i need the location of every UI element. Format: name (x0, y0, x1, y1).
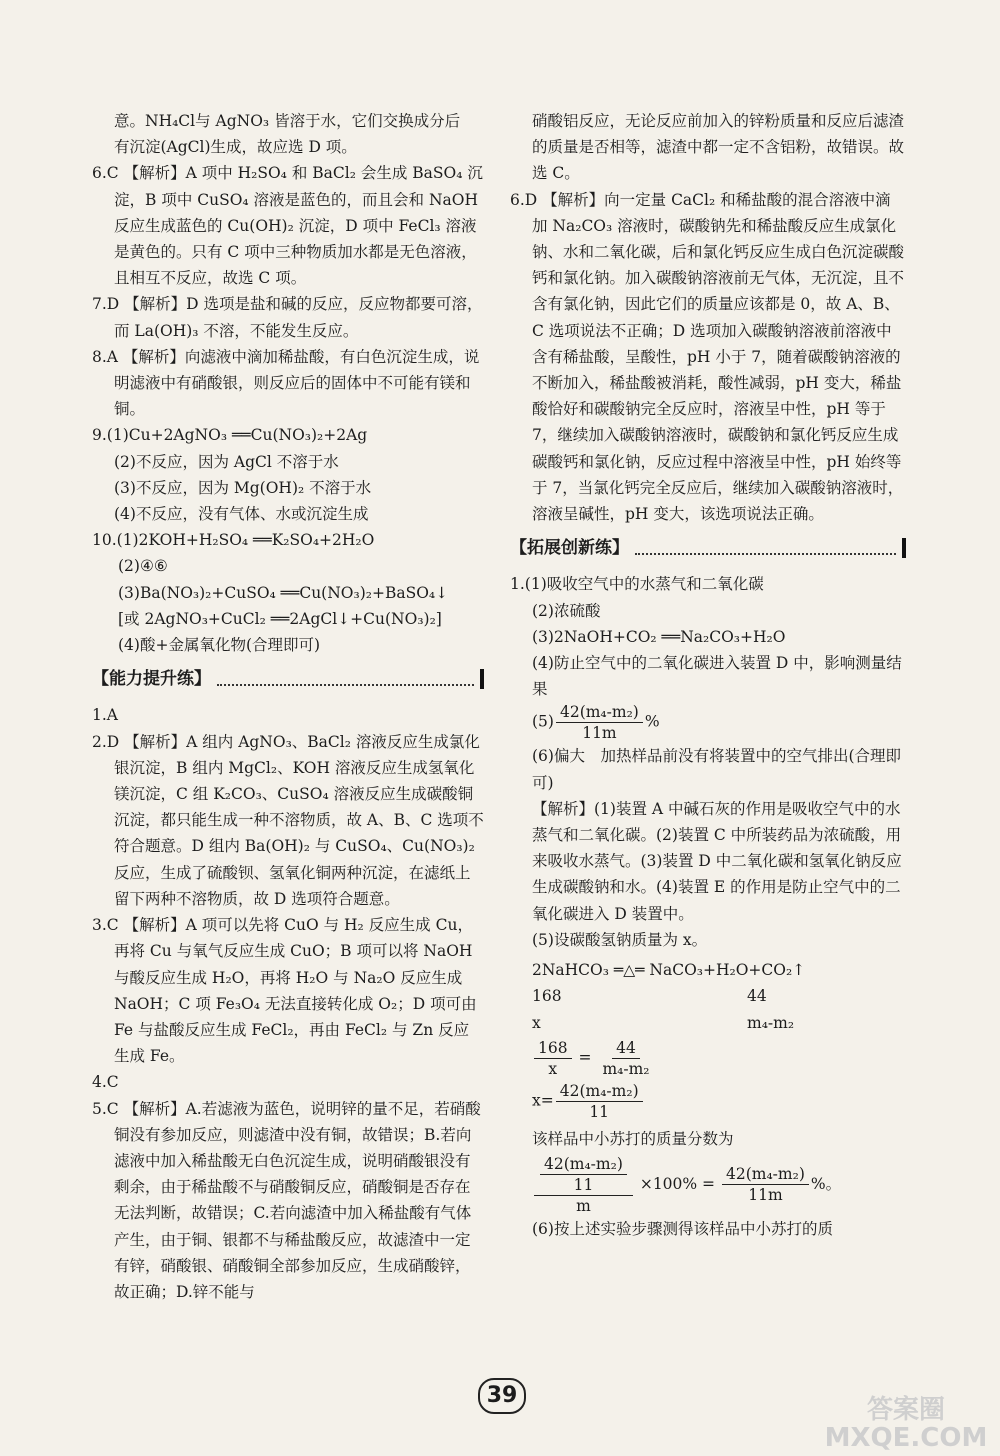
text-line: 意。NH₄Cl与 AgNO₃ 皆溶于水，它们交换成分后 (114, 112, 461, 130)
answer-10-1: 10.(1)2KOH+H₂SO₄ ══K₂SO₄+2H₂O (92, 531, 375, 550)
answer-6-right: 6.D 【解析】向一定量 CaCl₂ 和稀盐酸的混合溶液中滴加 Na₂CO₃ 溶液时，碳酸钠先和稀盐酸反应生成氯化钠、水和二氧化碳，后和氯化钙反应生成白色沉淀碳酸钙和氯化钠。加入碳酸钠溶液前无气体，无沉淀，且不含有氯化钠，因此它们的质量应该都是 0，故 A、B、C 选项说法不正确；D 选项加入碳酸钠溶液前溶液中含有稀盐酸，呈酸性，pH 小于 7，随着碳酸钠溶液的不断加入，稀盐酸被消耗，酸性减弱，pH 变大，稀盐酸恰好和碳酸钠完全反应时，溶液呈中性，pH 等于 7，继续加入碳酸钠溶液时，碳酸钠和氯化钙反应生成碳酸钙和氯化钠，反应过程中溶液呈中性，pH 始终等于 7，当氯化钙完全反应后，继续加入碳酸钠溶液时，溶液呈碱性，pH 变大，该选项说法正确。 (510, 190, 905, 524)
answer-7: 7.D 【解析】D 选项是盐和碱的反应，反应物都要可溶，而 La(OH)₃ 不溶，不能发生反应。 (92, 295, 483, 340)
ext-1-4: (4)防止空气中的二氧化碳进入装置 D 中，影响测量结果 (532, 654, 902, 699)
answer-9-2: (2)不反应，因为 AgCl 不溶于水 (114, 452, 339, 471)
section-heading-ability (92, 666, 484, 692)
ext-1-2: (2)浓硫酸 (532, 601, 601, 620)
dotted-rule (635, 541, 896, 555)
answer-10-4: (4)酸+金属氧化物(合理即可) (118, 636, 321, 655)
mass-fraction-formula: $\frac{\frac{\text{42(m₄-m₂)}}{11}}{m}$ ×100% = $\frac{\text{42(m₄-m₂)}}{11m}$ %。 (510, 1154, 906, 1216)
equation: 2NaHCO₃ ═△═ NaCO₃+H₂O+CO₂↑ (532, 961, 806, 980)
answer-10-2: (2)④⑥ (118, 557, 168, 576)
equation-masses: 168 44 (532, 987, 767, 1006)
ability-5: 5.C 【解析】A.若滤液为蓝色，说明锌的量不足，若硝酸铜没有参加反应，则滤渣中没有铜，故错误；B.若向滤液中加入稀盐酸无白色沉淀生成，说明硝酸银没有剩余，由于稀盐酸不与硝酸铜反应，硝酸铜是否存在无法判断，故错误；C.若向滤渣中加入稀盐酸有气体产生，由于铜、银都不与稀盐酸反应，故滤渣中一定有锌，硝酸银、硝酸铜全部参加反应，生成硝酸锌，故正确；D.锌不能与 (92, 1099, 481, 1301)
ability-3: 3.C 【解析】A 项可以先将 CuO 与 H₂ 反应生成 Cu，再将 Cu 与氧气反应生成 CuO；B 项可以将 NaOH 与酸反应生成 H₂O，再将 H₂O 与 Na₂O 反应生成 NaOH；C 项 Fe₃O₄ 无法直接转化成 O₂；D 项可由 Fe 与盐酸反应生成 FeCl₂，再由 FeCl₂ 与 Zn 反应生成 Fe。 (92, 916, 477, 1066)
ext-1-6: (6)偏大 加热样品前没有将装置中的空气排出(合理即可) (532, 747, 902, 792)
ext-analysis: 【解析】(1)装置 A 中碱石灰的作用是吸收空气中的水蒸气和二氧化碳。(2)装置 C 中所装药品为浓硫酸，用来吸收水蒸气。(3)装置 D 中二氧化碳和氢氧化钠反应生成碳酸钠和水。(4)装置 E 的作用是防止空气中的二氧化碳进入 D 装置中。 (532, 799, 902, 923)
ext-step-5: (5)设碳酸氢钠质量为 x。 (532, 930, 708, 949)
answer-9-3: (3)不反应，因为 Mg(OH)₂ 不溶于水 (114, 478, 372, 497)
ext-1-5: (5) $\frac{\text{42(m₄-m₂)}}{11m}$ % (532, 703, 660, 743)
text-line: 硝酸铝反应，无论反应前加入的锌粉质量和反应后滤渣的质量是否相等，滤渣中都一定不含铝粉，故错误。故选 C。 (532, 112, 905, 183)
answer-8: 8.A 【解析】向滤液中滴加稀盐酸，有白色沉淀生成，说明滤液中有硝酸银，则反应后的固体中不可能有镁和铜。 (92, 347, 480, 419)
section-title: 【拓展创新练】 (510, 538, 629, 559)
ext-1-3: (3)2NaOH+CO₂ ══Na₂CO₃+H₂O (532, 627, 786, 646)
proportion: $\frac{168}{x}$ = $\frac{44}{\text{m₄-m₂}}$ (510, 1038, 906, 1079)
ext-1-1: 1.(1)吸收空气中的水蒸气和二氧化碳 (510, 575, 764, 594)
left-column (92, 108, 484, 1305)
section-bar (480, 669, 484, 689)
ability-1: 1.A (92, 706, 118, 725)
answer-9-1: 9.(1)Cu+2AgNO₃ ══Cu(NO₃)₂+2Ag (92, 426, 368, 445)
dotted-rule (217, 672, 474, 686)
watermark: 答案圈 MXQE.COM (824, 1395, 988, 1453)
answer-6: 6.C 【解析】A 项中 H₂SO₄ 和 BaCl₂ 会生成 BaSO₄ 沉淀，B 项中 CuSO₄ 溶液是蓝色的，而且会和 NaOH 反应生成蓝色的 Cu(OH)₂ 沉淀，D 项中 FeCl₃ 溶液是黄色的。只有 C 项中三种物质加水都是无色溶液，且相互不反应，故选 C 项。 (92, 164, 483, 288)
x-solution: x= $\frac{\text{42(m₄-m₂)}}{11}$ (510, 1081, 906, 1122)
page-number: 39 (478, 1378, 526, 1414)
ability-2: 2.D 【解析】A 组内 AgNO₃、BaCl₂ 溶液反应生成氯化银沉淀，B 组内 MgCl₂、KOH 溶液反应生成氢氧化镁沉淀，C 组 K₂CO₃、CuSO₄ 溶液反应生成碳酸铜沉淀，都只能生成一种不溶物质，故 A、B、C 选项不符合题意。D 组内 Ba(OH)₂ 与 CuSO₄、Cu(NO₃)₂ 反应，生成了硫酸钡、氢氧化铜两种沉淀，在滤纸上留下两种不溶物质，故 D 选项符合题意。 (92, 732, 484, 908)
answer-10-3-alt: [或 2AgNO₃+CuCl₂ ══2AgCl↓+Cu(NO₃)₂] (118, 609, 442, 628)
ext-1-6b: (6)按上述实验步骤测得该样品中小苏打的质 (532, 1219, 833, 1238)
section-bar (902, 538, 906, 558)
text-line: 有沉淀(AgCl)生成，故应选 D 项。 (114, 138, 357, 157)
right-column (510, 108, 906, 1242)
mass-fraction-text: 该样品中小苏打的质量分数为 (532, 1129, 734, 1148)
fraction: $\frac{\text{42(m₄-m₂)}}{11m}$ (556, 702, 643, 743)
section-title: 【能力提升练】 (92, 669, 211, 690)
answer-10-3: (3)Ba(NO₃)₂+CuSO₄ ══Cu(NO₃)₂+BaSO₄↓ (118, 583, 449, 602)
equation-vars: x m₄-m₂ (532, 1013, 795, 1032)
section-heading-extension (510, 535, 906, 561)
ability-4: 4.C (92, 1073, 119, 1092)
answer-9-4: (4)不反应，没有气体、水或沉淀生成 (114, 505, 369, 524)
